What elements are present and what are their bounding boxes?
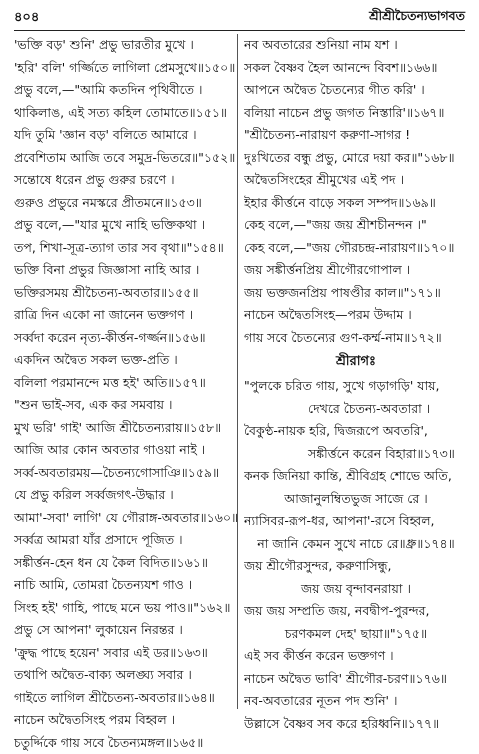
verse-line: 'ভক্তি বড়' শুনি' প্রভু ভারতীর মুখে । [14,34,238,57]
verse-line: 'হরি' বলি' গর্জ্জিতে লাগিলা প্রেমসুখে॥১৫০॥ [14,57,238,80]
verse-line: আপনে অদ্বৈত চৈতন্যের গীত করি' । [244,79,468,102]
verse-line: প্রভু বলে,—"আমি কতদিন পৃথিবীতে । [14,79,238,102]
verse-line: বৈকুণ্ঠ-নায়ক হরি, দ্বিজরূপে অবতরি', [244,420,468,443]
raga-heading: শ্রীরাগঃ [244,349,468,375]
verse-line: দুঃখিতের বন্ধু প্রভু, মোরে দয়া কর॥"১৬৮॥ [244,147,468,170]
verse-line: সকল বৈষ্ণব হৈল আনন্দে বিবশ॥১৬৬॥ [244,57,468,80]
verse-line: আজি আর কোন অবতার গাওয়া নাই । [14,439,238,462]
verse-line: সঙ্কীর্ত্তনে করেন বিহারা॥১৭৩॥ [244,443,468,466]
verse-line: কেহ বলে,—"জয় জয় শ্রীশচীনন্দন ।" [244,214,468,237]
verse-line: রাত্রি দিন একো না জানেন ভক্তগণ । [14,304,238,327]
verse-line: সর্ব্ব-অবতারময়—চৈতন্যগোসাঞি॥১৫৯॥ [14,462,238,485]
verse-line: ইহার কীর্ত্তনে বাড়ে সকল সম্পদ॥১৬৯॥ [244,192,468,215]
verse-line: তপ, শিখা-সূত্র-ত্যাগ তার সব বৃথা॥"১৫৪॥ [14,237,238,260]
verse-line: ন্যাসিবর-রূপ-ধর, আপনা'-রসে বিহ্বল, [244,510,468,533]
verse-line: 'ক্রুদ্ধ পাছে হয়েন' সবার এই ডর॥১৬৩॥ [14,642,238,665]
verse-line: নাচেন অদ্বৈতসিংহ পরম বিহ্বল । [14,709,238,732]
verse-line: সঙ্কীর্ত্তন-হেন ধন যে কৈল বিদিত॥১৬১॥ [14,552,238,575]
verse-line: নব-অবতারের নূতন পদ শুনি' । [244,690,468,713]
verse-line: "শ্রীচৈতন্য-নারায়ণ করুণা-সাগর ! [244,124,468,147]
verse-line: সন্তোষে ধরেন প্রভু গুরুর চরণে । [14,169,238,192]
verse-line: থাকিলাঙ, এই সত্য কহিল তোমাতে॥১৫১॥ [14,102,238,125]
verse-line: গাইতে লাগিল শ্রীচৈতন্য-অবতার॥১৬৪॥ [14,687,238,710]
verse-line: প্রভু সে আপনা' লুকায়েন নিরন্তর । [14,619,238,642]
verse-line: আজানুলম্বিতভুজ সাজে রে । [244,488,468,511]
verse-line: মুখ ভরি' গাই' আজি শ্রীচৈতন্যরায়॥১৫৮॥ [14,417,238,440]
verse-line: জয় জয় সম্প্রতি জয়, নবদ্বীপ-পুরন্দর, [244,600,468,623]
verse-line: গুরুও প্রভুরে নমস্করে প্রীতমনে॥১৫৩॥ [14,192,238,215]
header-rule [14,30,465,31]
verse-line: বলিয়া নাচেন প্রভু জগত নিস্তারি'॥১৬৭॥ [244,102,468,125]
verse-line: দেখরে চৈতন্য-অবতারা । [244,398,468,421]
verse-line: নব অবতারের শুনিয়া নাম যশ । [244,34,468,57]
verse-line: চতুর্দ্দিকে গায় সবে চৈতন্যমঙ্গল॥১৬৫॥ [14,732,238,754]
verse-line: আমা'-সবা' লাগি' যে গৌরাঙ্গ-অবতার॥১৬০॥ [14,507,238,530]
verse-line: উল্লাসে বৈষ্ণব সব করে হরিধ্বনি॥১৭৭॥ [244,713,468,736]
verse-line: নাচেন অদ্বৈতসিংহ—পরম উদ্দাম । [244,304,468,327]
verse-line: প্রবেশিতাম আজি তবে সমুদ্র-ভিতরে॥"১৫২॥ [14,147,238,170]
song-verses [244,375,468,645]
verse-line: সর্ব্বত্র আমরা যাঁর প্রসাদে পূজিত । [14,529,238,552]
verse-line: যে প্রভু করিল সর্ব্বজগৎ-উদ্ধার । [14,484,238,507]
verse-line: সর্ব্বদা করেন নৃত্য-কীর্ত্তন-গর্জ্জন॥১৫৬॥ [14,327,238,350]
verse-line: অদ্বৈতসিংহের শ্রীমুখের এই পদ । [244,169,468,192]
verse-line: নাচেন অদ্বৈত ভাবি' শ্রীগৌর-চরণ॥১৭৬॥ [244,668,468,691]
verse-line: গায় সবে চৈতন্যের গুণ-কর্ম্ম-নাম॥১৭২॥ [244,327,468,350]
verse-line: ভক্তি বিনা প্রভুর জিজ্ঞাসা নাহি আর । [14,259,238,282]
verse-line: বলিলা পরমানন্দে মত্ত হই' অতি॥১৫৭॥ [14,372,238,395]
right-column [244,34,468,735]
verse-line: নাচি আমি, তোমরা চৈতন্যযশ গাও । [14,574,238,597]
verse-line: "শুন ভাই-সব, এক কর সমবায় । [14,394,238,417]
verse-line: প্রভু বলে,—"যার মুখে নাহি ভক্তিকথা । [14,214,238,237]
left-column [14,34,238,754]
verse-line: চরণকমল দেহ' ছায়া॥"১৭৫॥ [244,623,468,646]
verse-line: এই সব কীর্ত্তন করেন ভক্তগণ । [244,645,468,668]
verse-line: সিংহ হই' গাহি, পাছে মনে ভয় পাও॥"১৬২॥ [14,597,238,620]
verse-line: একদিন অদ্বৈত সকল ভক্ত-প্রতি । [14,349,238,372]
verse-line: কেহ বলে,—"জয় গৌরচন্দ্র-নারায়ণ॥১৭০॥ [244,237,468,260]
verse-line: তথাপি অদ্বৈত-বাক্য অলঙ্ঘ্য সবার । [14,664,238,687]
verse-line: জয় সঙ্কীর্ত্তনপ্রিয় শ্রীগৌরগোপাল । [244,259,468,282]
verse-line: যদি তুমি 'জ্ঞান বড়' বলিতে আমারে । [14,124,238,147]
column-divider [237,34,238,709]
verse-line: "পুলকে চরিত গায়, সুখে গড়াগড়ি' যায়, [244,375,468,398]
verse-line: জয় জয় বৃন্দাবনরায়া । [244,578,468,601]
verse-line: কনক জিনিয়া কান্তি, শ্রীবিগ্রহ শোভে অতি, [244,465,468,488]
right-top-verses [244,34,468,349]
page-number: ৪০৪ [14,8,39,29]
verse-line: না জানি কেমন সুখে নাচে রে॥ধ্রু॥১৭৪॥ [244,533,468,556]
right-bottom-verses [244,645,468,735]
running-title: শ্রীশ্রীচৈতন্যভাগবত [369,8,465,28]
verse-line: ভক্তিরসময় শ্রীচৈতন্য-অবতার॥১৫৫॥ [14,282,238,305]
page-header [14,6,465,28]
verse-line: জয় ভক্তজনপ্রিয় পাষণ্ডীর কাল॥"১৭১॥ [244,282,468,305]
verse-line: জয় শ্রীগৌরসুন্দর, করুণাসিন্ধু, [244,555,468,578]
